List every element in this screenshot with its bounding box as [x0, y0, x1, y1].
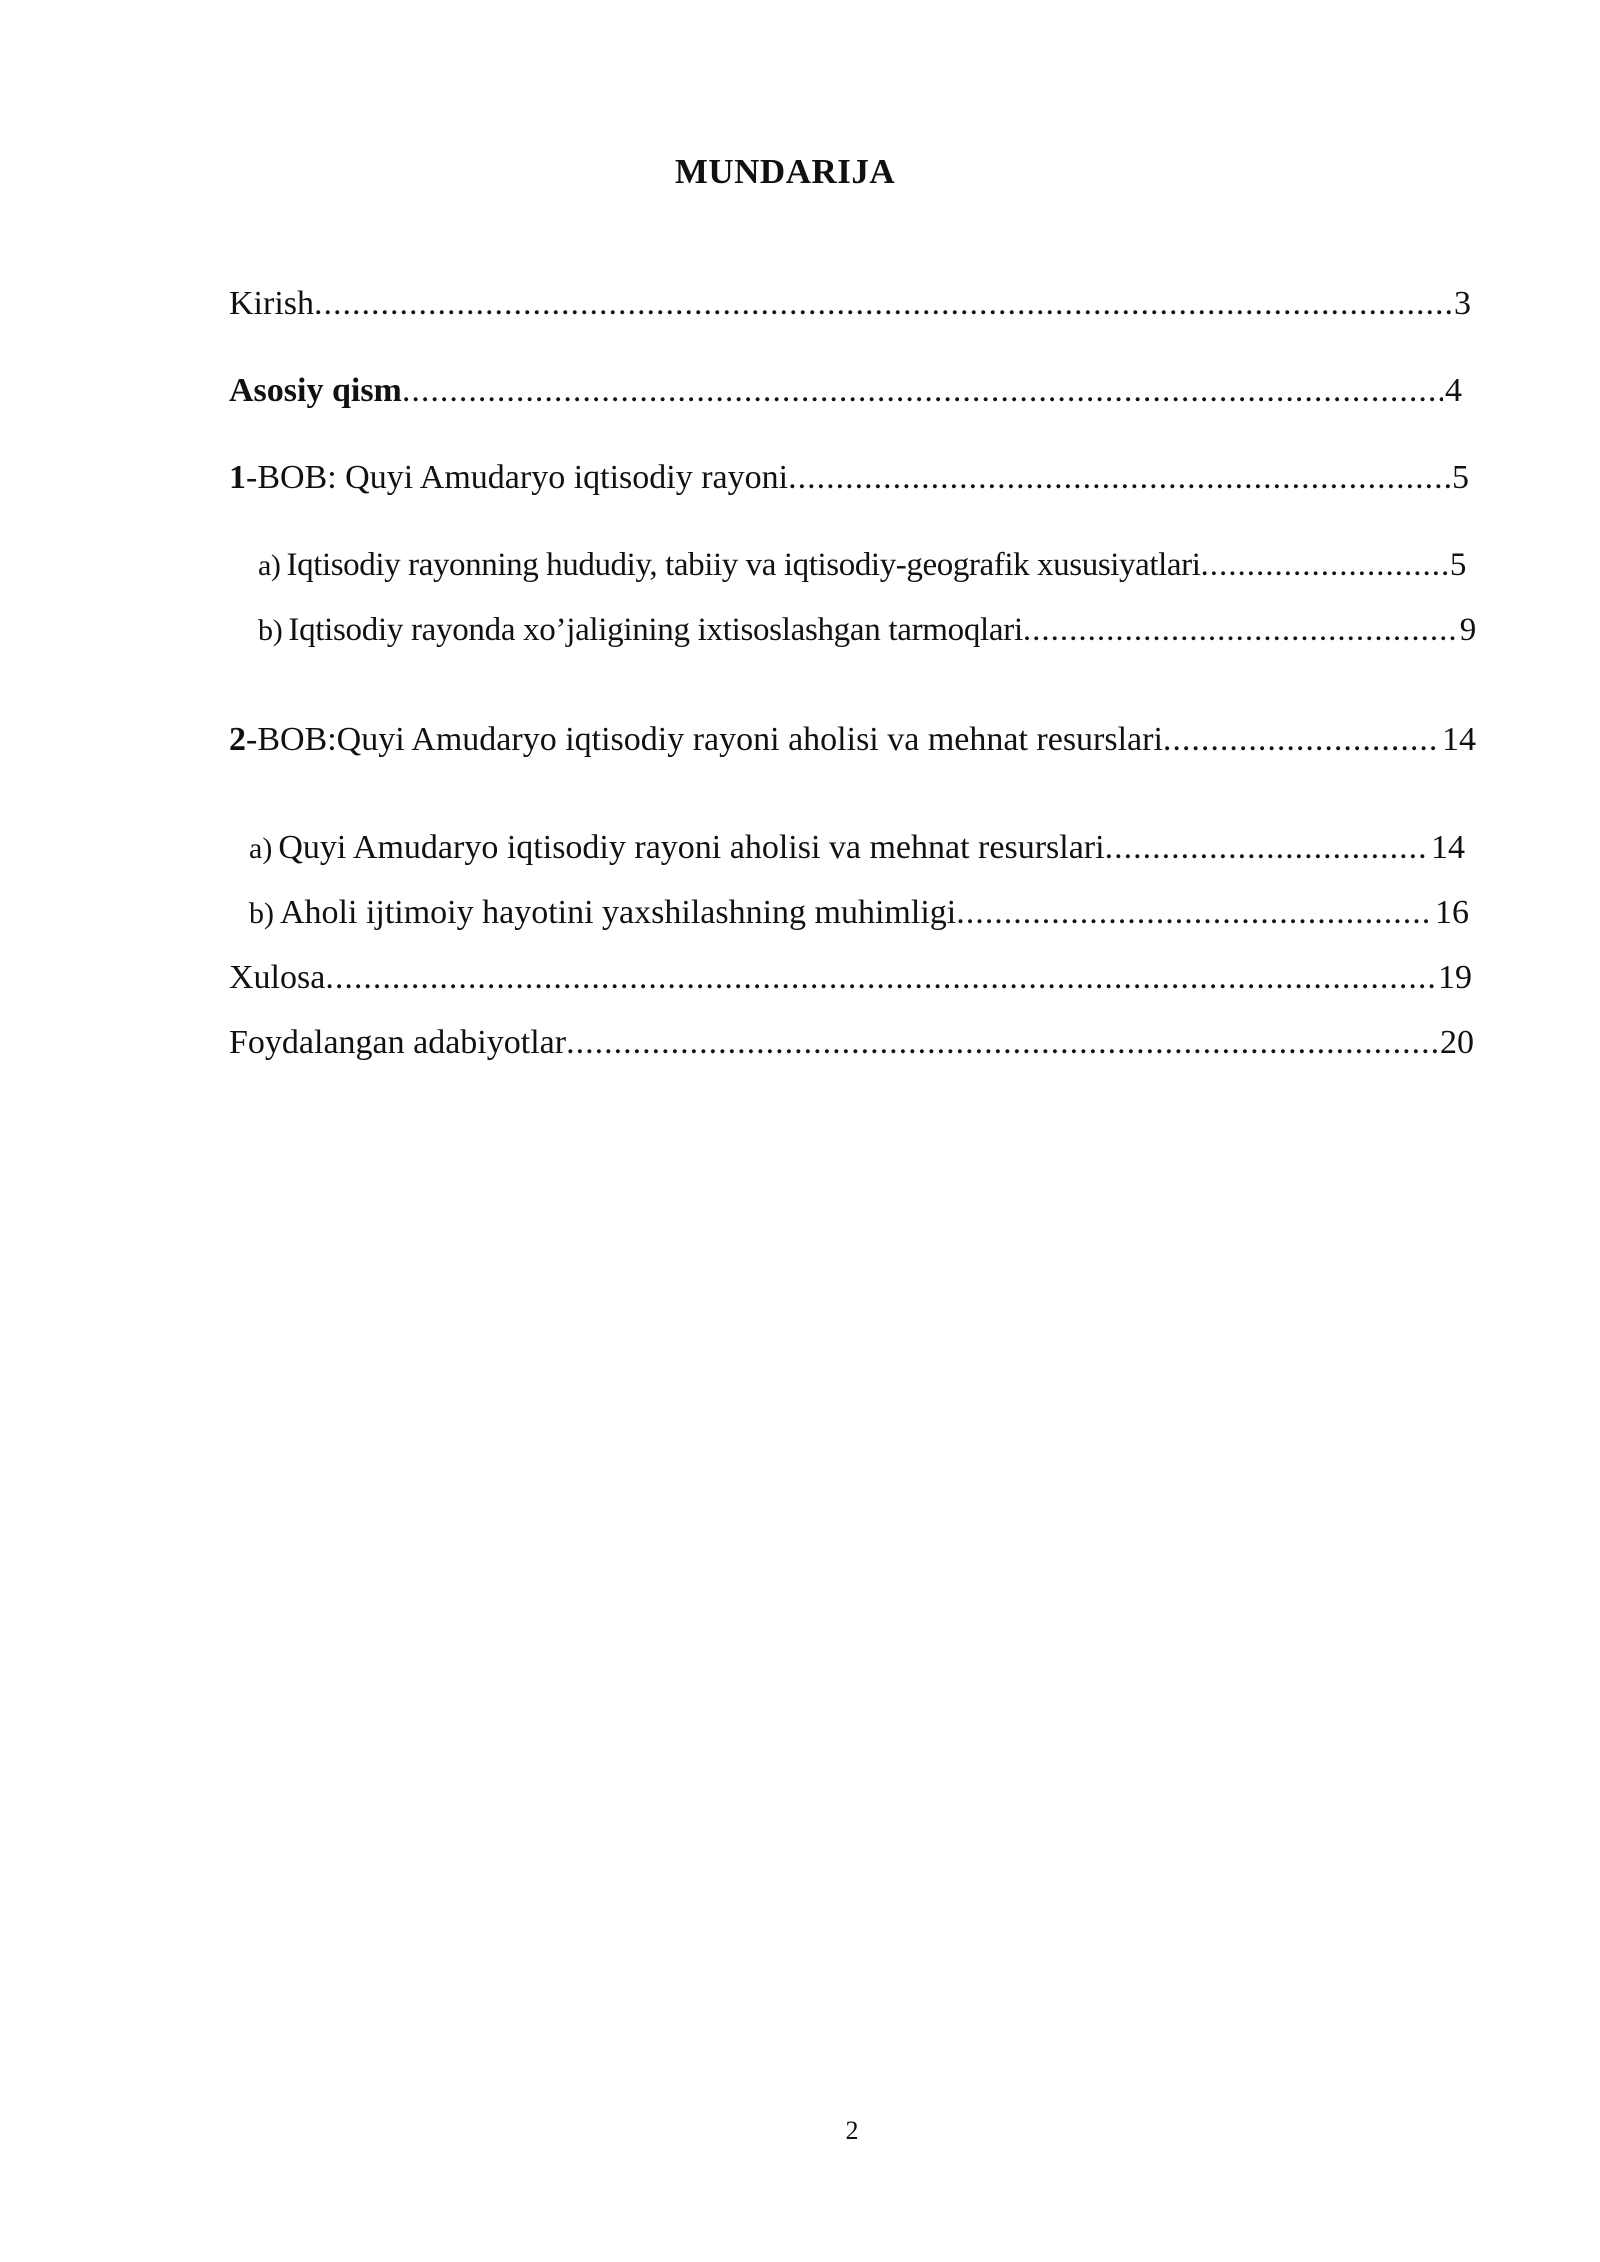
- toc-dot-leader: [1023, 610, 1458, 650]
- toc-page-number: 16: [1435, 894, 1469, 931]
- toc-page-number: 19: [1438, 959, 1472, 996]
- toc-page-number: 9: [1459, 612, 1476, 648]
- toc-chapter-number: 1: [229, 459, 246, 496]
- toc-entry-xulosa[interactable]: [229, 958, 1472, 998]
- toc-entry-label: Iqtisodiy rayonda xo’jaligining ixtisoslashgan tarmoqlari: [288, 612, 1023, 648]
- toc-page-number: 14: [1442, 721, 1476, 758]
- toc-entry-bob-1[interactable]: [229, 458, 1469, 498]
- toc-entry-label: -BOB:Quyi Amudaryo iqtisodiy rayoni aholisi va mehnat resurslari: [246, 721, 1163, 758]
- toc-dot-leader: [314, 284, 1452, 324]
- toc-entry-bob-1-a[interactable]: [258, 545, 1466, 586]
- toc-entry-asosiy-qism[interactable]: [229, 371, 1462, 411]
- toc-dot-leader: [325, 958, 1436, 998]
- toc-entry-bob-2[interactable]: [229, 720, 1476, 760]
- toc-page-number: 14: [1431, 829, 1465, 866]
- toc-item-marker: a): [258, 549, 281, 582]
- toc-entry-bob-2-b[interactable]: [249, 893, 1469, 934]
- toc-item-marker: b): [258, 614, 283, 647]
- toc-dot-leader: [1163, 720, 1440, 760]
- toc-dot-leader: [402, 371, 1443, 411]
- toc-entry-label: -BOB: Quyi Amudaryo iqtisodiy rayoni: [246, 459, 789, 496]
- toc-entry-label: Asosiy qism: [229, 372, 402, 409]
- toc-entry-bob-2-a[interactable]: [249, 828, 1465, 869]
- toc-entry-label: Kirish: [229, 285, 314, 322]
- toc-page-number: 4: [1445, 372, 1462, 409]
- toc-page-number: 3: [1454, 285, 1471, 322]
- toc-entry-label: Xulosa: [229, 959, 326, 996]
- toc-entry-label: Aholi ijtimoiy hayotini yaxshilashning muhimligi: [280, 894, 957, 931]
- toc-item-marker: a): [249, 832, 273, 865]
- toc-entry-label: Quyi Amudaryo iqtisodiy rayoni aholisi va mehnat resurslari: [278, 829, 1105, 866]
- page-title: MUNDARIJA: [674, 152, 896, 191]
- toc-dot-leader: [566, 1023, 1438, 1063]
- toc-page-number: 5: [1452, 459, 1469, 496]
- toc-item-marker: b): [249, 897, 274, 930]
- toc-dot-leader: [1105, 828, 1429, 868]
- toc-page-number: 5: [1449, 547, 1466, 583]
- toc-entry-label: Iqtisodiy rayonning hududiy, tabiiy va iqtisodiy-geografik xususiyatlari: [286, 547, 1201, 583]
- page-number-footer: 2: [845, 2116, 859, 2145]
- toc-entry-kirish[interactable]: [229, 284, 1471, 324]
- toc-entry-bob-1-b[interactable]: [258, 610, 1476, 651]
- toc-dot-leader: [956, 893, 1433, 933]
- toc-page-number: 20: [1440, 1024, 1474, 1061]
- toc-chapter-number: 2: [229, 721, 246, 758]
- toc-entry-label: Foydalangan adabiyotlar: [229, 1024, 567, 1061]
- toc-dot-leader: [788, 458, 1450, 498]
- toc-dot-leader: [1201, 545, 1448, 585]
- toc-entry-foydalangan-adabiyotlar[interactable]: [229, 1023, 1474, 1063]
